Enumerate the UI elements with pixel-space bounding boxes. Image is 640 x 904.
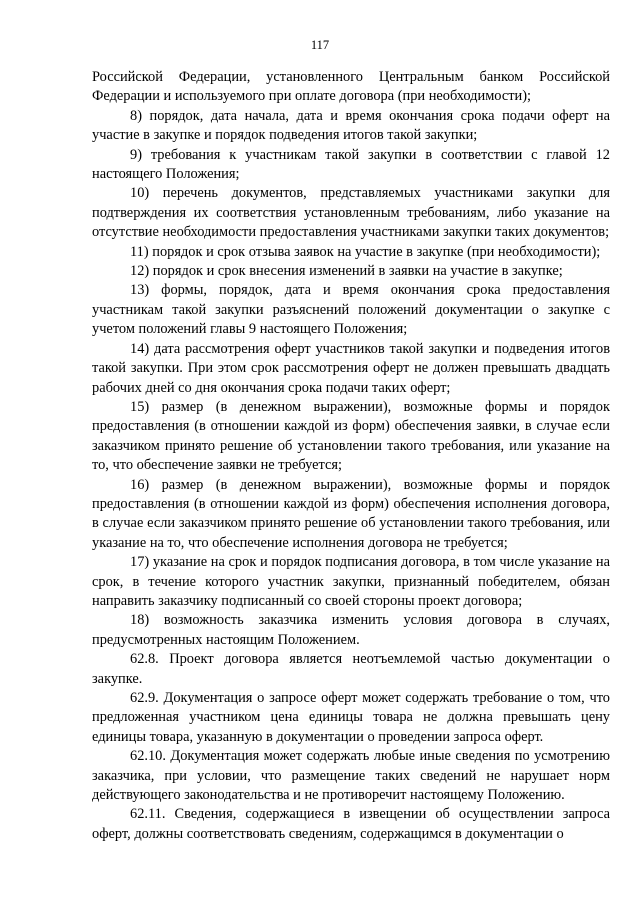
paragraph-continuation: Российской Федерации, установленного Центральным банком Российской Федерации и используемого при оплате договора (при необходимости);	[92, 69, 610, 105]
paragraph-62-9: 62.9. Документация о запросе оферт может содержать требование о том, что предложенная участником цена единицы товара не должна превышать цену единицы товара, указанную в документации о проведении запроса оферт.	[92, 690, 610, 745]
paragraph-item-17: 17) указание на срок и порядок подписания договора, в том числе указание на срок, в течение которого участник закупки, признанный победителем, обязан направить заказчику подписанный со своей стороны проект договора;	[92, 554, 610, 609]
paragraph-item-18: 18) возможность заказчика изменить условия договора в случаях, предусмотренных настоящим Положением.	[92, 612, 610, 648]
paragraph-item-9: 9) требования к участникам такой закупки в соответствии с главой 12 настоящего Положения;	[92, 146, 610, 183]
paragraph-item-14: 14) дата рассмотрения оферт участников такой закупки и подведения итогов такой закупки. При этом срок рассмотрения оферт не должен превышать двадцать рабочих дней со дня окончания срока подачи таких оферт;	[92, 340, 610, 396]
paragraph-62-10: 62.10. Документация может содержать любые иные сведения по усмотрению заказчика, при условии, что размещение таких сведений не нарушает норм действующего законодательства и не противоречит настоящему Положению.	[92, 748, 610, 804]
paragraph-item-10: 10) перечень документов, представляемых участниками закупки для подтверждения их соответствия установленным требованиям, либо указание на отсутствие необходимости предоставления участниками закупки таких документов;	[92, 185, 610, 241]
paragraph-item-15: 15) размер (в денежном выражении), возможные формы и порядок предоставления (в отношении каждой из форм) обеспечения заявки, в случае если заказчиком принято решение об установлении такого требования, или указание на то, что обеспечение заявки не требуется;	[92, 398, 610, 474]
paragraph-item-12: 12) порядок и срок внесения изменений в заявки на участие в закупке;	[130, 263, 563, 280]
paragraph-item-13: 13) формы, порядок, дата и время окончания срока предоставления участникам такой закупки разъяснений положений документации о закупке с учетом положений главы 9 настоящего Положения;	[92, 282, 610, 338]
paragraph-62-8: 62.8. Проект договора является неотъемлемой частью документации о закупке.	[92, 651, 610, 687]
page-number: 117	[310, 38, 330, 52]
paragraph-item-11: 11) порядок и срок отзыва заявок на участие в закупке (при необходимости);	[130, 243, 601, 260]
paragraph-item-16: 16) размер (в денежном выражении), возможные формы и порядок предоставления (в отношении каждой из форм) обеспечения исполнения договора, в случае если заказчиком принято решение об установлении такого требования, или указание на то, что обеспечение исполнения договора не требуется;	[92, 476, 610, 551]
paragraph-item-8: 8) порядок, дата начала, дата и время окончания срока подачи оферт на участие в закупке и порядок подведения итогов такой закупки;	[92, 107, 610, 144]
paragraph-62-11: 62.11. Сведения, содержащиеся в извещении об осуществлении запроса оферт, должны соответствовать сведениям, содержащимся в документации о	[92, 806, 610, 842]
document-body	[92, 68, 610, 844]
